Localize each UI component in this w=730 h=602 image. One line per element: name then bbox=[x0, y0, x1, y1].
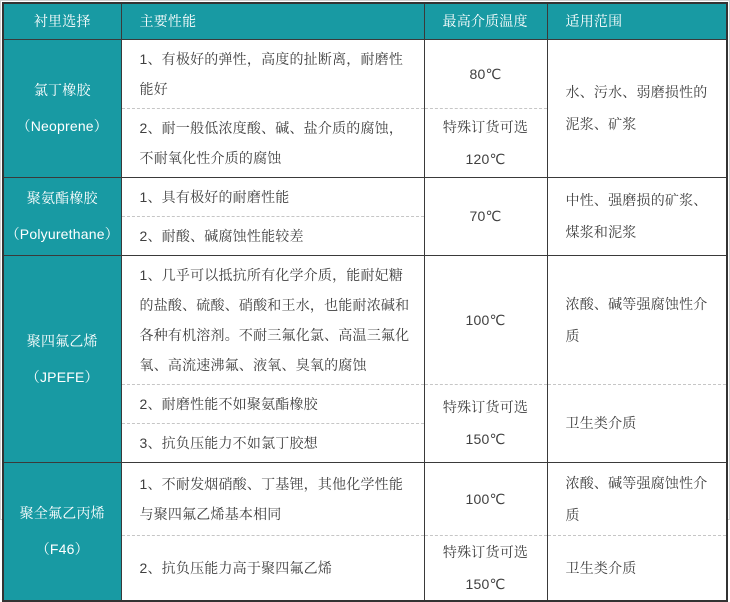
performance-cell-s2-1: 1、具有极好的耐磨性能 bbox=[121, 177, 424, 216]
performance-cell-s1-1: 1、有极好的弹性，高度的扯断离，耐磨性能好 bbox=[121, 39, 424, 108]
range-cell-s4-1: 浓酸、碱等强腐蚀性介质 bbox=[547, 462, 727, 535]
material-name-cn: 氯丁橡胶 bbox=[33, 82, 91, 98]
temperature-cell-s1-1: 80℃ bbox=[424, 39, 547, 108]
special-order-label: 特殊订货可选 bbox=[442, 543, 529, 560]
header-lining-cell: 衬里选择 bbox=[3, 3, 121, 39]
performance-cell-s4-2: 2、抗负压能力高于聚四氟乙烯 bbox=[121, 535, 424, 601]
header-temperature-cell: 最高介质温度 bbox=[424, 3, 547, 39]
material-name-en: （JPEFE） bbox=[25, 368, 99, 385]
temperature-cell-s1-2 bbox=[424, 108, 547, 177]
temperature-cell-s3-2 bbox=[424, 384, 547, 462]
material-name-en: （Neoprene） bbox=[16, 118, 108, 134]
range-cell-s4-2: 卫生类介质 bbox=[547, 535, 727, 601]
lining-spec-table bbox=[2, 2, 728, 602]
special-order-label: 特殊订货可选 bbox=[442, 118, 529, 135]
material-cell-f46 bbox=[3, 462, 121, 601]
material-name-cn: 聚氨酯橡胶 bbox=[26, 190, 98, 206]
performance-cell-s3-1: 1、几乎可以抵抗所有化学介质，能耐妃糖的盐酸、硫酸、硝酸和王水，也能耐浓碱和各种有机溶剂。不耐三氟化氯、高温三氟化氧、高流速沸氟、液氧、臭氧的腐蚀 bbox=[121, 255, 424, 384]
performance-cell-s4-1: 1、不耐发烟硝酸、丁基锂，其他化学性能与聚四氟乙烯基本相同 bbox=[121, 462, 424, 535]
temperature-cell-s3-1: 100℃ bbox=[424, 255, 547, 384]
range-cell-s3-2: 卫生类介质 bbox=[547, 384, 727, 462]
temperature-cell-s2: 70℃ bbox=[424, 177, 547, 255]
table-row bbox=[3, 462, 727, 535]
header-performance-cell: 主要性能 bbox=[121, 3, 424, 39]
range-cell-s2: 中性、强磨损的矿浆、煤浆和泥浆 bbox=[547, 177, 727, 255]
special-order-label: 特殊订货可选 bbox=[442, 399, 529, 415]
performance-cell-s3-3: 3、抗负压能力不如氯丁胶想 bbox=[121, 423, 424, 462]
material-cell-ptfe bbox=[3, 255, 121, 462]
performance-cell-s2-2: 2、耐酸、碱腐蚀性能较差 bbox=[121, 216, 424, 255]
header-range-cell: 适用范围 bbox=[547, 3, 727, 39]
material-cell-polyurethane bbox=[3, 177, 121, 255]
material-name-cn: 聚四氟乙烯 bbox=[26, 332, 98, 349]
range-cell-s1: 水、污水、弱磨损性的泥浆、矿浆 bbox=[547, 39, 727, 177]
material-name-en: （F46） bbox=[35, 541, 89, 557]
material-name-cn: 聚全氟乙丙烯 bbox=[19, 505, 105, 521]
performance-cell-s1-2: 2、耐一般低浓度酸、碱、盐介质的腐蚀，不耐氧化性介质的腐蚀 bbox=[121, 108, 424, 177]
performance-cell-s3-2: 2、耐磨性能不如聚氨酯橡胶 bbox=[121, 384, 424, 423]
table-header-row bbox=[3, 3, 727, 39]
table-row bbox=[3, 177, 727, 216]
special-order-temp: 120℃ bbox=[465, 150, 506, 167]
material-cell-neoprene bbox=[3, 39, 121, 177]
table-row bbox=[3, 39, 727, 108]
range-cell-s3-1: 浓酸、碱等强腐蚀性介质 bbox=[547, 255, 727, 384]
material-name-en: （Polyurethane） bbox=[5, 226, 119, 242]
table-row bbox=[3, 255, 727, 384]
temperature-cell-s4-1: 100℃ bbox=[424, 462, 547, 535]
special-order-temp: 150℃ bbox=[465, 575, 506, 592]
temperature-cell-s4-2 bbox=[424, 535, 547, 601]
special-order-temp: 150℃ bbox=[465, 431, 506, 447]
